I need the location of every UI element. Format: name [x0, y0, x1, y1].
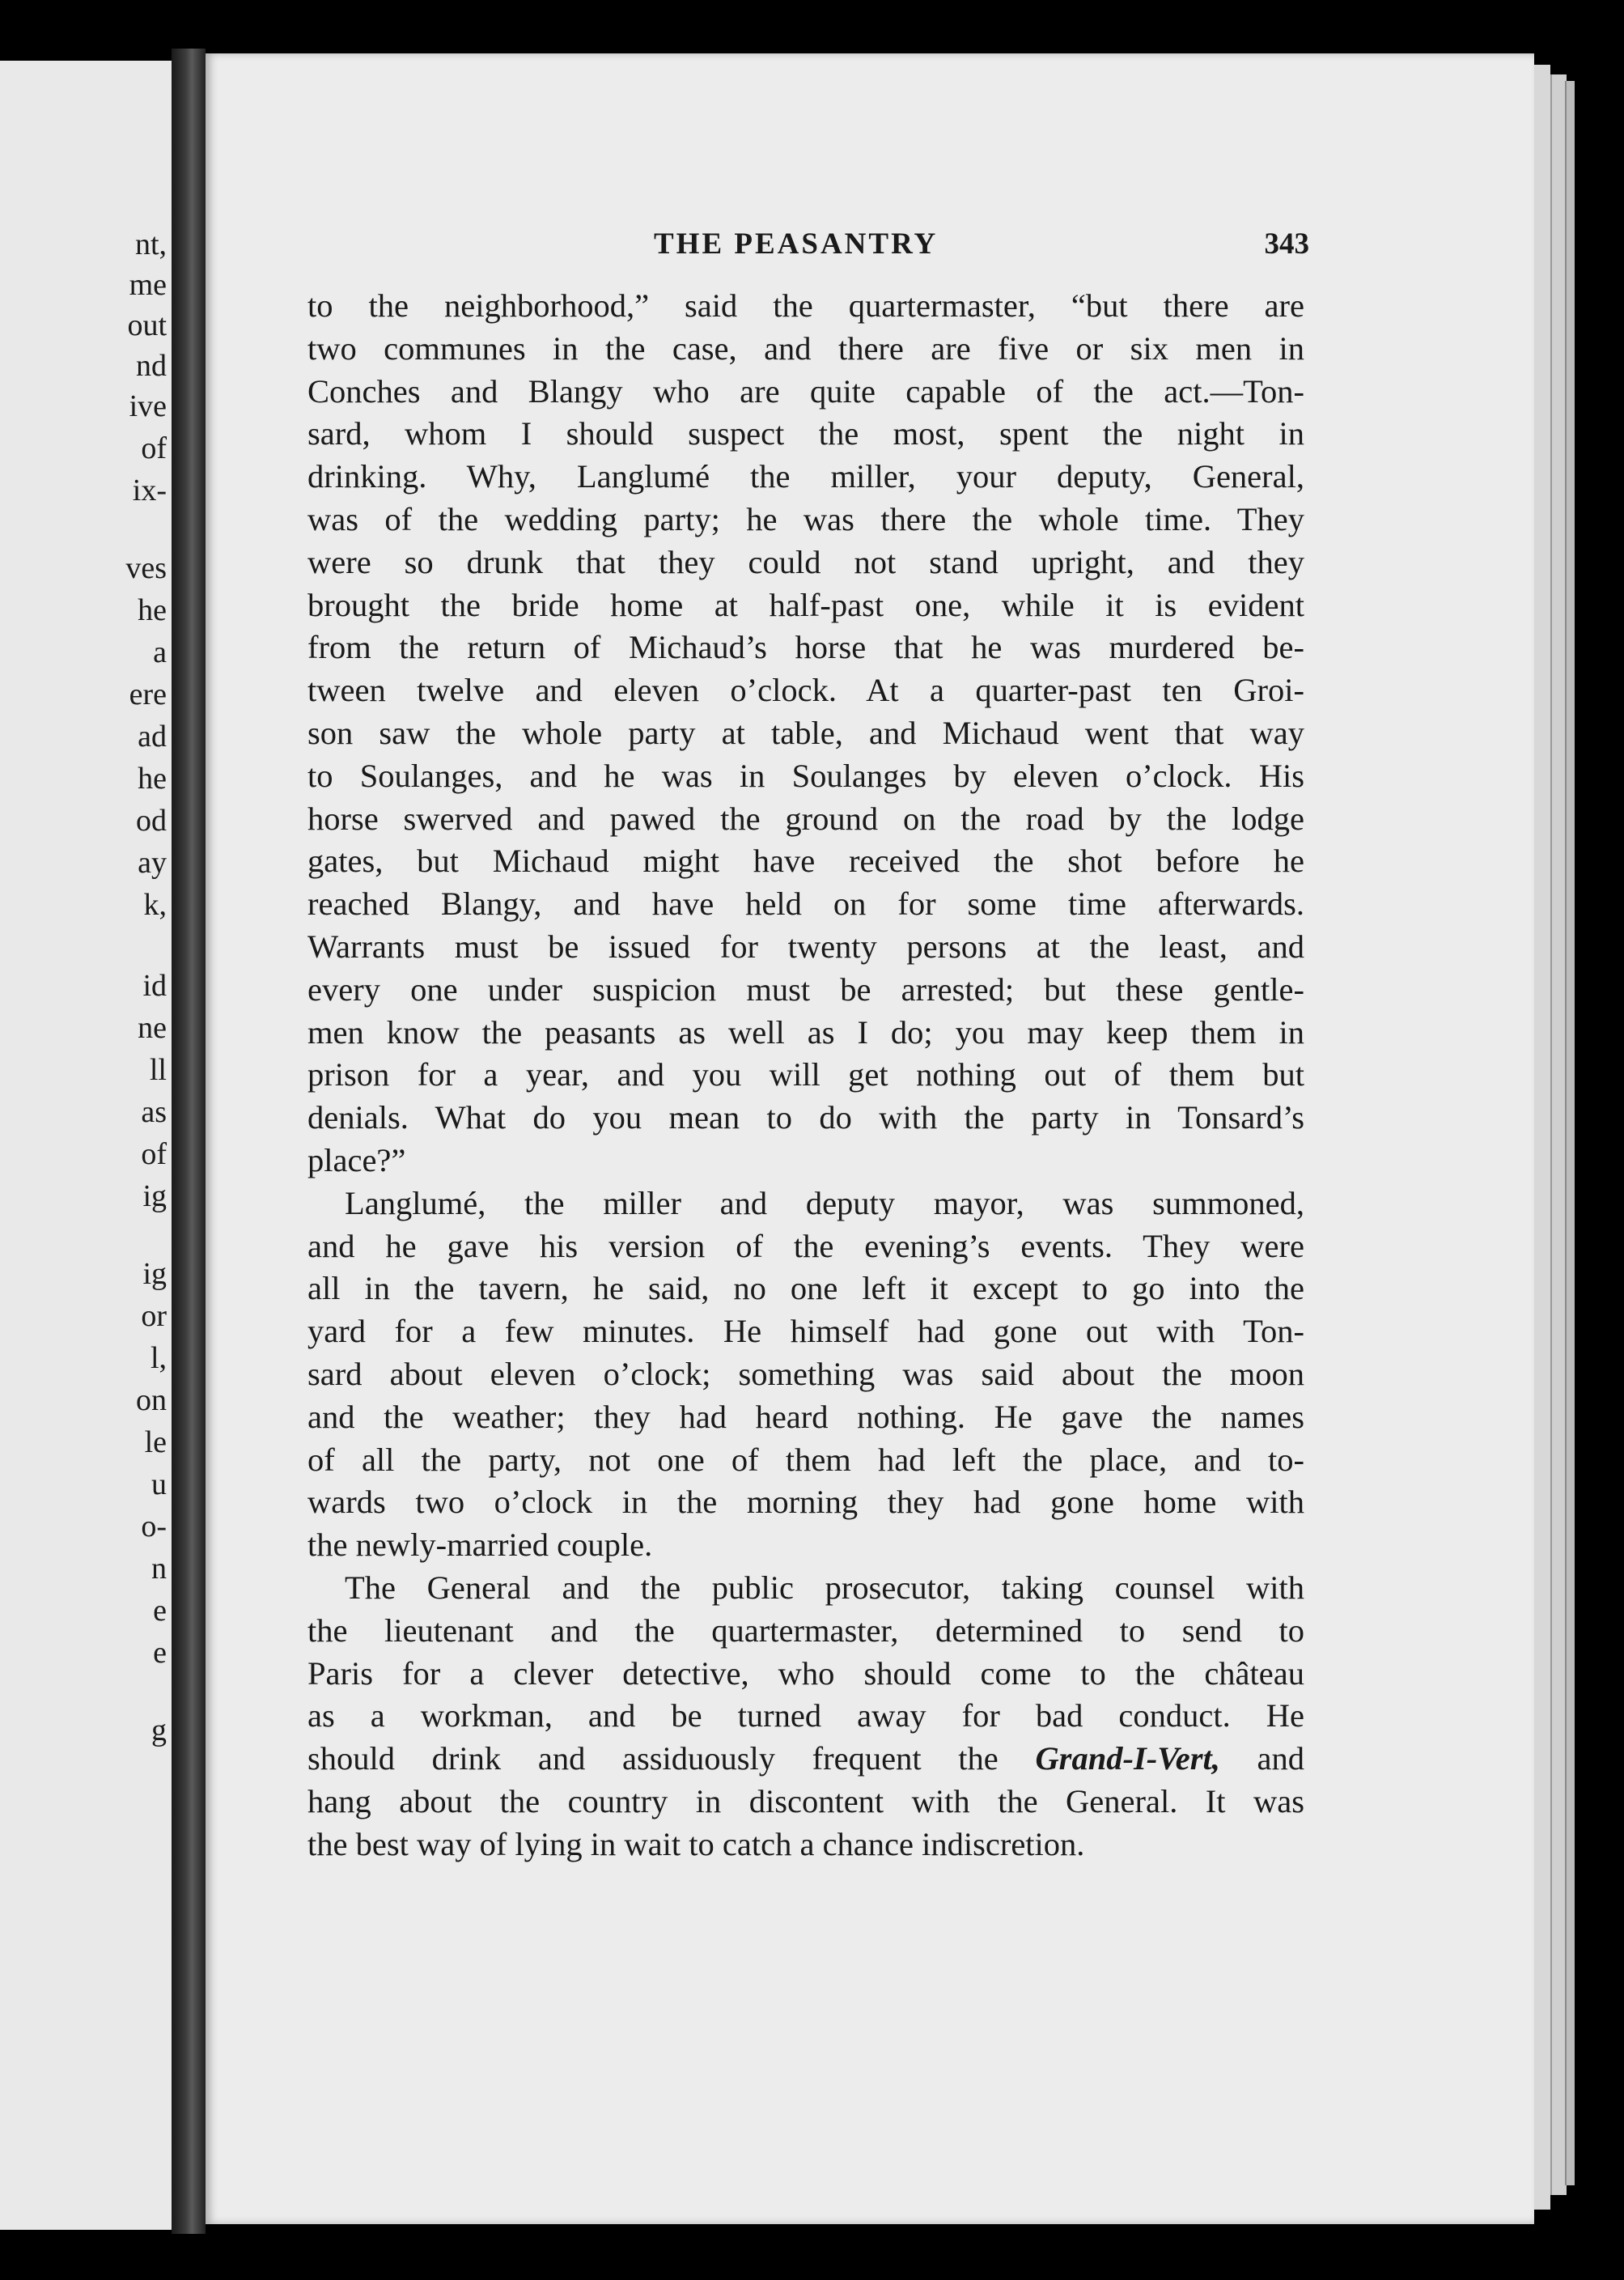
text-line: gates, but Michaud might have received the shot before he	[307, 843, 1304, 880]
previous-page-fragment: nt,	[134, 227, 167, 261]
previous-page-fragment: ne	[138, 1011, 167, 1045]
text-line: Warrants must be issued for twenty persons at the least, and	[307, 928, 1304, 965]
page-number: 343	[1264, 227, 1309, 261]
previous-page-fragment: od	[136, 804, 167, 838]
running-header	[306, 227, 1309, 267]
previous-page-fragment: e	[153, 1594, 167, 1628]
previous-page-fragment: or	[141, 1299, 167, 1333]
previous-page-fragment: he	[138, 762, 167, 796]
previous-page-fragment: a	[153, 635, 167, 669]
previous-page-fragment: as	[141, 1095, 167, 1129]
previous-page-fragment: me	[129, 268, 167, 302]
previous-page-fragment: ix-	[132, 473, 167, 507]
text-line: place?”	[307, 1141, 406, 1178]
paragraph-1	[307, 285, 1304, 1182]
italic-place-name: Grand-I-Vert,	[1035, 1740, 1220, 1777]
text-line: hang about the country in discontent with the General. It was	[307, 1782, 1304, 1819]
previous-page-fragment: nd	[136, 349, 167, 383]
text-line: as a workman, and be turned away for bad conduct. He	[307, 1697, 1304, 1734]
previous-page-fragment: ves	[125, 551, 167, 585]
previous-page-fragment: le	[144, 1425, 167, 1459]
text-segment: should drink and assiduously frequent the	[307, 1740, 999, 1777]
text-line: to the neighborhood,” said the quartermaster, “but there are	[307, 287, 1304, 324]
previous-page-fragment: of	[141, 1137, 167, 1171]
text-line: all in the tavern, he said, no one left it except to go into the	[307, 1270, 1304, 1307]
previous-page-fragment: ay	[138, 846, 167, 880]
text-line-with-italic	[307, 1738, 1304, 1781]
previous-page-fragment: ll	[149, 1053, 167, 1087]
paragraph-3	[307, 1567, 1304, 1866]
text-line: prison for a year, and you will get nothing out of them but	[307, 1056, 1304, 1093]
text-line: The General and the public prosecutor, taking counsel with	[345, 1569, 1304, 1606]
previous-page-fragment: n	[151, 1552, 167, 1586]
text-line: drinking. Why, Langlumé the miller, your deputy, General,	[307, 458, 1304, 495]
previous-page-fragment: g	[151, 1713, 167, 1747]
text-line: brought the bride home at half-past one, while it is evident	[307, 586, 1304, 623]
previous-page-fragment: he	[138, 593, 167, 627]
previous-page-fragment: id	[142, 969, 167, 1003]
text-line: reached Blangy, and have held on for some time afterwards.	[307, 885, 1304, 923]
page-stack-edge	[1565, 81, 1575, 2185]
text-line: Paris for a clever detective, who should come to the château	[307, 1654, 1304, 1692]
page-stack-edge	[1534, 65, 1550, 2210]
previous-page-fragment: l,	[150, 1341, 167, 1375]
text-line: the newly-married couple.	[307, 1526, 653, 1564]
previous-page-fragment: ig	[142, 1179, 167, 1213]
text-line: horse swerved and pawed the ground on the road by the lodge	[307, 800, 1304, 837]
previous-page-fragment: ive	[129, 389, 167, 423]
text-line: Conches and Blangy who are quite capable of the act.—Ton-	[307, 372, 1304, 410]
text-line: were so drunk that they could not stand upright, and they	[307, 543, 1304, 580]
text-line: men know the peasants as well as I do; you may keep them in	[307, 1013, 1304, 1051]
book-gutter	[172, 49, 206, 2234]
text-line: the best way of lying in wait to catch a chance indiscretion.	[307, 1825, 1085, 1862]
text-line: yard for a few minutes. He himself had gone out with Ton-	[307, 1313, 1304, 1350]
previous-page-fragment: ig	[142, 1257, 167, 1291]
page-stack-edge	[1550, 74, 1567, 2195]
text-line: denials. What do you mean to do with the party in Tonsard’s	[307, 1099, 1304, 1136]
text-line: every one under suspicion must be arrested; but these gentle-	[307, 970, 1304, 1008]
text-line: and the weather; they had heard nothing. He gave the names	[307, 1398, 1304, 1435]
previous-page-edge	[0, 61, 174, 2230]
previous-page-fragment: e	[153, 1636, 167, 1670]
text-line: wards two o’clock in the morning they had gone home with	[307, 1484, 1304, 1521]
text-line: tween twelve and eleven o’clock. At a quarter-past ten Groi-	[307, 672, 1304, 709]
previous-page-fragment: ad	[138, 720, 167, 754]
running-title: THE PEASANTRY	[654, 227, 939, 261]
text-segment: and	[1257, 1740, 1304, 1777]
text-line: to Soulanges, and he was in Soulanges by eleven o’clock. His	[307, 757, 1304, 794]
text-line: two communes in the case, and there are five or six men in	[307, 329, 1304, 367]
text-line: of all the party, not one of them had left the place, and to-	[307, 1441, 1304, 1478]
text-line: sard, whom I should suspect the most, spent the night in	[307, 415, 1304, 452]
text-line: son saw the whole party at table, and Michaud went that way	[307, 714, 1304, 751]
previous-page-fragment: of	[141, 431, 167, 465]
text-line: sard about eleven o’clock; something was said about the moon	[307, 1355, 1304, 1392]
text-line: and he gave his version of the evening’s events. They were	[307, 1227, 1304, 1264]
previous-page-fragment: on	[136, 1383, 167, 1417]
previous-page-fragment: u	[151, 1467, 167, 1501]
text-line: from the return of Michaud’s horse that he was murdered be-	[307, 629, 1304, 666]
text-line: was of the wedding party; he was there the whole time. They	[307, 500, 1304, 537]
page-body	[307, 285, 1304, 1866]
previous-page-fragment: out	[127, 308, 167, 342]
previous-page-fragment: k,	[143, 888, 167, 922]
previous-page-fragment: o-	[141, 1509, 167, 1543]
paragraph-2	[307, 1182, 1304, 1567]
previous-page-fragment: ere	[129, 677, 167, 711]
text-line: Langlumé, the miller and deputy mayor, was summoned,	[345, 1184, 1304, 1221]
text-line: the lieutenant and the quartermaster, determined to send to	[307, 1611, 1304, 1649]
